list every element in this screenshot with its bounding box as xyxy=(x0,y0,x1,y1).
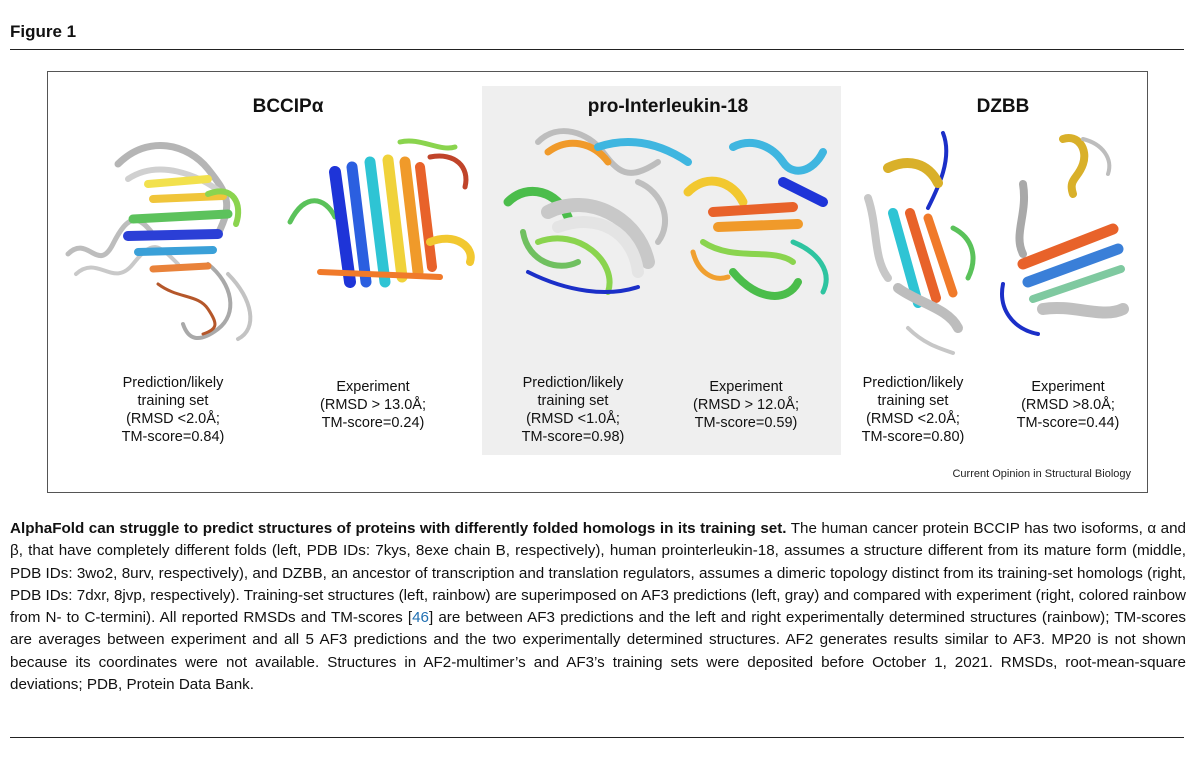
structure-dzbb-experiment xyxy=(993,134,1143,344)
group-title-pro-il18: pro-Interleukin-18 xyxy=(587,96,749,117)
caption-bcclp-prediction: Prediction/likely training set (RMSD <2.0Å; TM-score=0.84) xyxy=(121,375,225,445)
figure-label: Figure 1 xyxy=(10,22,77,41)
journal-credit: Current Opinion in Structural Biology xyxy=(952,468,1131,480)
bottom-rule xyxy=(10,737,1184,738)
reference-link[interactable]: 46 xyxy=(412,609,429,627)
group-title-dzbb: DZBB xyxy=(976,96,1030,117)
caption-pro-il18-experiment: Experiment (RMSD > 12.0Å; TM-score=0.59) xyxy=(693,379,799,431)
figure-panel xyxy=(47,71,1148,493)
structure-bcclp-experiment xyxy=(280,132,480,322)
legend-body-part-2: ] are between AF3 predictions and the left and right experimentally determined structures (rainbow); TM-scores are averages between experiment and all 5 AF3 predictions and the two experimentally determined structures. AF2 generates results similar to AF3. MP20 is not shown because its coordinates were not available. Structures in AF2-multimer’s and AF3’s training sets were deposited before October 1, 2021. RMSDs, root-mean-square deviations; PDB, Protein Data Bank. xyxy=(10,609,1187,694)
structure-dzbb-prediction xyxy=(858,128,988,358)
caption-dzbb-experiment: Experiment (RMSD >8.0Å; TM-score=0.44) xyxy=(1016,379,1120,431)
figure-legend xyxy=(10,518,1186,696)
group-title-bcclp: BCCIPα xyxy=(252,96,324,117)
caption-bcclp-experiment: Experiment (RMSD > 13.0Å; TM-score=0.24) xyxy=(320,379,426,431)
caption-pro-il18-prediction: Prediction/likely training set (RMSD <1.0Å; TM-score=0.98) xyxy=(521,375,625,445)
top-rule xyxy=(10,49,1184,50)
caption-dzbb-prediction: Prediction/likely training set (RMSD <2.0Å; TM-score=0.80) xyxy=(861,375,965,445)
legend-lead: AlphaFold can struggle to predict structures of proteins with differently folded homologs in its training set. xyxy=(10,520,787,537)
structure-pro-il18-experiment xyxy=(673,132,843,322)
legend-body-part-1: The human cancer protein BCCIP has two isoforms, α and β, that have completely different folds (left, PDB IDs: 7kys, 8exe chain B, respectively), human prointerleukin-18, assumes a structure different from its mature form (middle, PDB IDs: 3wo2, 8urv, respectively), and DZBB, an ancestor of transcription and translation regulators, assumes a dimeric topology distinct from its training-set homologs (right, PDB IDs: 7dxr, 8jvp, respectively). Training-set structures (left, rainbow) are superimposed on AF3 predictions (left, gray) and compared with experiment (right, colored rainbow from N- to C-termini). All reported RMSDs and TM-scores [ xyxy=(10,520,1186,627)
structure-bcclp-prediction xyxy=(58,124,278,354)
